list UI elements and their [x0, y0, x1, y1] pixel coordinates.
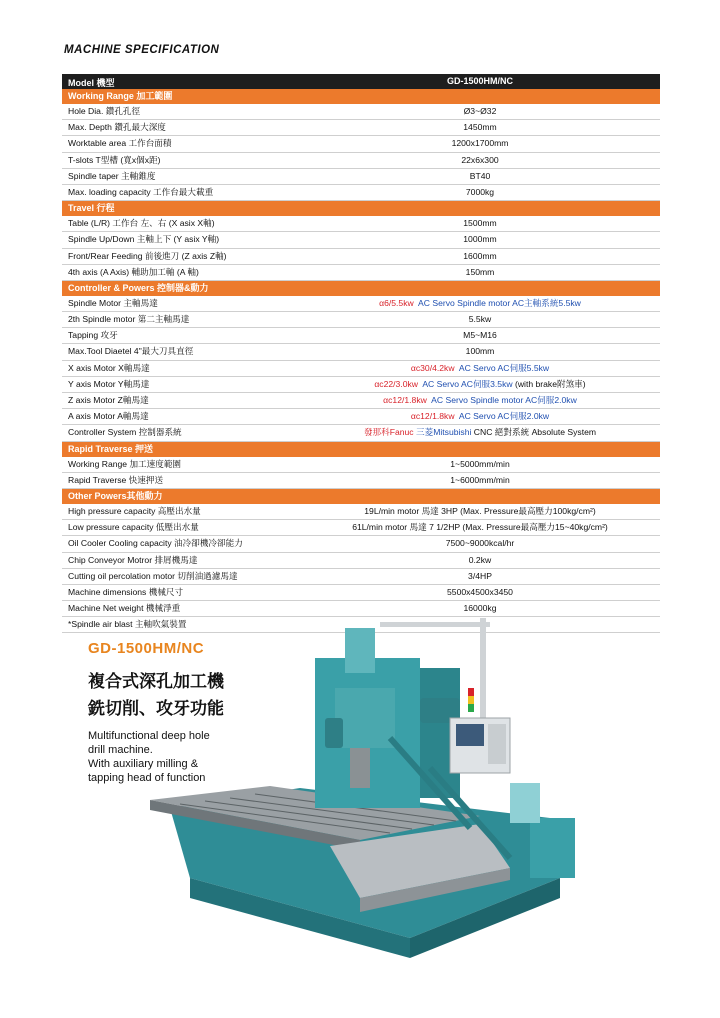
row-value: 100mm	[465, 346, 495, 357]
product-en-line1: Multifunctional deep hole	[88, 730, 210, 742]
table-row	[62, 120, 660, 136]
section-other-powers: Other Powers其他動力	[62, 489, 660, 504]
product-en-line3: With auxiliary milling &	[88, 758, 199, 770]
row-value: 3/4HP	[468, 570, 492, 581]
row-label: Working Range 加工速度範圍	[68, 458, 182, 469]
controller-fanuc: 發那科Fanuc	[363, 427, 414, 438]
row-label: Max. loading capacity 工作台最大載重	[68, 186, 214, 197]
row-value: 7500~9000kcal/hr	[445, 538, 515, 549]
product-cn-line1: 複合式深孔加工機	[88, 672, 224, 691]
row-value	[300, 377, 660, 392]
table-row	[62, 377, 660, 393]
row-label: Max.Tool Diaetel 4"最大刀具直徑	[68, 346, 194, 357]
page-title: MACHINE SPECIFICATION	[64, 44, 220, 56]
row-label: Z axis Motor Z軸馬達	[68, 395, 149, 405]
motor-type: AC Servo AC伺服5.5kw	[458, 362, 550, 373]
row-label: 4th axis (A Axis) 輔助加工軸 (A 軸)	[68, 266, 199, 277]
motor-note: (with brake附煞車)	[514, 378, 586, 389]
motor-model: αc12/1.8kw	[383, 395, 427, 405]
row-label: Y axis Motor Y軸馬達	[68, 378, 150, 389]
table-row	[62, 104, 660, 120]
table-row	[62, 457, 660, 473]
row-label: Machine Net weight 機械淨重	[68, 603, 181, 614]
table-row	[62, 136, 660, 152]
table-row	[62, 328, 660, 344]
product-en-line4: tapping head of function	[88, 772, 206, 784]
coolant-tank	[530, 818, 575, 878]
table-row	[62, 216, 660, 232]
row-label: Front/Rear Feeding 前後進刀 (Z axis Z軸)	[68, 250, 227, 261]
table-row	[62, 265, 660, 281]
table-row	[62, 312, 660, 328]
table-row	[62, 361, 660, 377]
table-row	[62, 520, 660, 536]
row-label: Worktable area 工作台面積	[68, 138, 172, 149]
row-value: 1600mm	[463, 250, 497, 261]
row-label: Spindle Up/Down 主軸上下 (Y asix Y軸)	[68, 234, 220, 245]
motor-model: αc30/4.2kw	[410, 362, 455, 373]
row-value: 1~5000mm/min	[450, 458, 510, 469]
motor-model: αc22/3.0kw	[374, 378, 418, 389]
row-value: 7000kg	[465, 186, 495, 197]
row-label: Oil Cooler Cooling capacity 油冷卻機冷卻能力	[68, 538, 243, 549]
row-value: 22x6x300	[461, 154, 499, 165]
table-row	[62, 169, 660, 185]
spec-table	[62, 74, 660, 633]
product-info	[88, 640, 224, 785]
row-label: Max. Depth 鑽孔最大深度	[68, 122, 166, 133]
row-value: 61L/min motor 馬達 7 1/2HP (Max. Pressure最高壓力15~40kg/cm²)	[352, 522, 608, 533]
row-value: 19L/min motor 馬達 3HP (Max. Pressure最高壓力100kg/cm²)	[364, 505, 596, 516]
table-row	[62, 585, 660, 601]
controller-system: CNC 絕對系統 Absolute System	[473, 427, 597, 438]
header-value: GD-1500HM/NC	[446, 76, 513, 86]
motor-type: AC Servo AC伺服2.0kw	[458, 411, 550, 422]
product-cn-line2: 銑切削、攻牙功能	[88, 699, 224, 718]
row-value	[300, 296, 660, 311]
row-label: X axis Motor X軸馬達	[68, 362, 150, 373]
row-value: 1000mm	[463, 234, 497, 245]
table-row	[62, 344, 660, 360]
row-value: Ø3~Ø32	[463, 106, 497, 116]
row-label: 2th Spindle motor 第二主軸馬達	[68, 314, 190, 325]
row-value: 5.5kw	[468, 314, 492, 325]
row-value: 5500x4500x3450	[447, 586, 513, 597]
row-label: Cutting oil percolation motor 切削油過濾馬達	[68, 570, 238, 581]
row-label: Spindle taper 主軸錐度	[68, 170, 156, 181]
section-rapid-traverse: Rapid Traverse 押送	[62, 442, 660, 457]
motor-type: AC Servo Spindle motor AC主軸系統5.5kw	[418, 297, 581, 308]
table-header	[62, 74, 660, 89]
table-row	[62, 232, 660, 248]
table-row	[62, 296, 660, 312]
table-row	[62, 249, 660, 265]
section-travel: Travel 行程	[62, 201, 660, 216]
row-label: Chip Conveyor Motror 排屑機馬達	[68, 554, 198, 565]
row-label: T-slots T型槽 (寬x個x距)	[68, 154, 161, 165]
row-label: A axis Motor A軸馬達	[68, 411, 149, 422]
row-value: 1500mm	[463, 218, 497, 229]
motor-type: AC Servo Spindle motor AC伺服2.0kw	[431, 395, 577, 405]
motor-type: AC Servo AC伺服3.5kw	[422, 378, 513, 389]
table-row	[62, 553, 660, 569]
row-value	[300, 425, 660, 440]
row-label: Machine dimensions 機械尺寸	[68, 586, 184, 597]
table-row	[62, 185, 660, 201]
row-label: Tapping 攻牙	[68, 330, 118, 341]
table-row	[62, 393, 660, 409]
table-row	[62, 409, 660, 425]
section-working-range: Working Range 加工範圍	[62, 89, 660, 104]
spindle-head	[335, 688, 395, 748]
section-controller-powers: Controller & Powers 控制器&動力	[62, 281, 660, 296]
table-row	[62, 569, 660, 585]
product-en-line2: drill machine.	[88, 744, 153, 756]
row-label: Hole Dia. 鑽孔孔徑	[68, 106, 141, 116]
table-row	[62, 536, 660, 552]
row-label: Spindle Motor 主軸馬達	[68, 297, 158, 308]
table-row	[62, 504, 660, 520]
row-label: *Spindle air blast 主軸吹氣裝置	[68, 619, 187, 630]
motor-model: α6/5.5kw	[379, 297, 414, 308]
table-row	[62, 425, 660, 441]
row-label: Controller System 控制器系統	[68, 427, 182, 438]
row-value	[300, 409, 660, 424]
row-label: Rapid Traverse 快速押送	[68, 474, 164, 485]
table-row	[62, 473, 660, 489]
product-description	[88, 729, 224, 785]
row-label: Low pressure capacity 低壓出水量	[68, 522, 199, 533]
table-row	[62, 601, 660, 617]
row-value	[300, 393, 660, 408]
product-name: GD-1500HM/NC	[88, 640, 205, 657]
row-label: High pressure capacity 高壓出水量	[68, 505, 201, 516]
table-row	[62, 153, 660, 169]
row-value: 0.2kw	[468, 554, 492, 565]
header-label: Model 機型	[68, 78, 115, 88]
row-value: 1200x1700mm	[451, 138, 509, 149]
row-value: M5~M16	[463, 330, 497, 341]
controller-mitsubishi: 三菱Mitsubishi	[416, 427, 472, 438]
motor-model: αc12/1.8kw	[410, 411, 455, 422]
row-value: 150mm	[465, 266, 495, 277]
row-value: BT40	[469, 170, 491, 181]
row-value: 16000kg	[463, 603, 497, 614]
row-value: 1450mm	[463, 122, 497, 133]
row-value: 1~6000mm/min	[450, 474, 510, 485]
row-value	[300, 361, 660, 376]
row-label: Table (L/R) 工作台 左、右 (X asix X軸)	[68, 218, 215, 229]
